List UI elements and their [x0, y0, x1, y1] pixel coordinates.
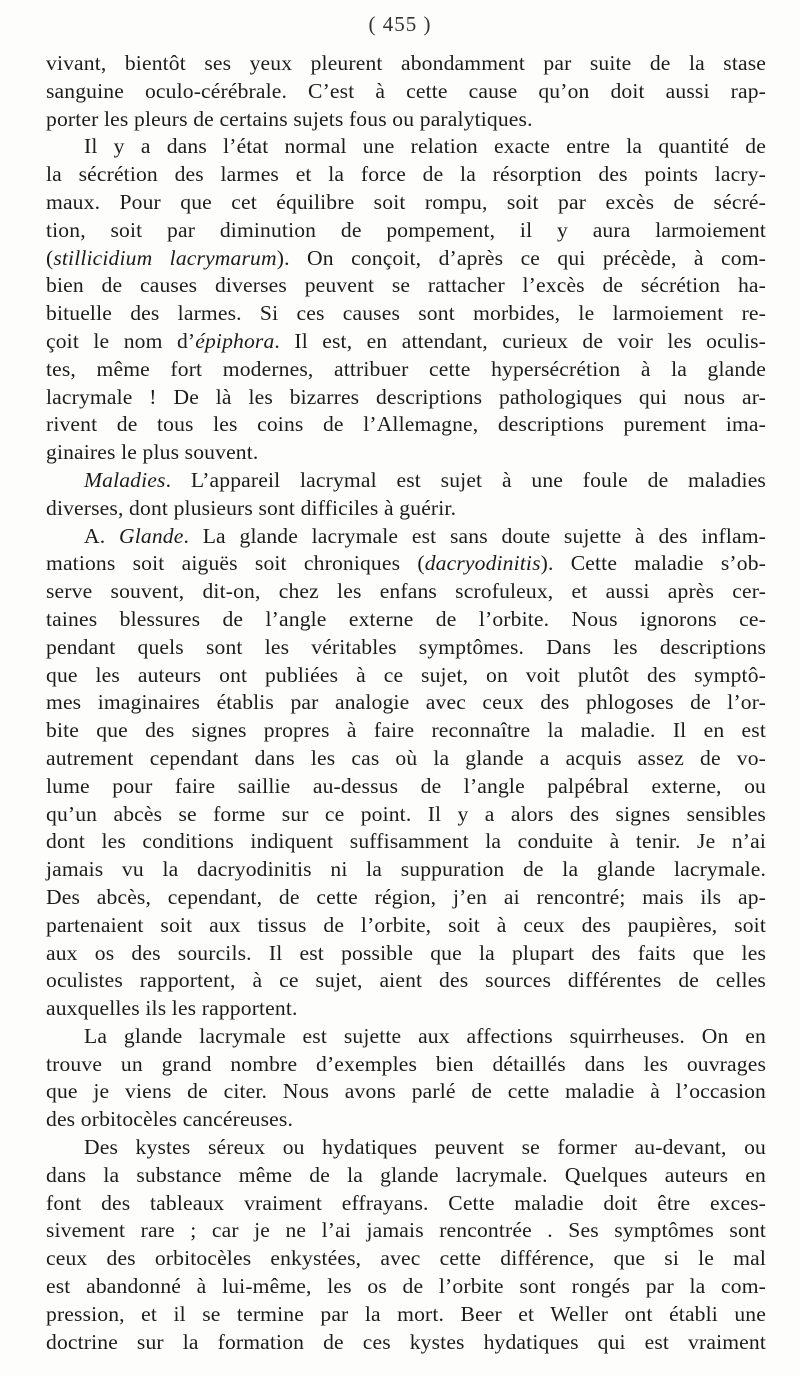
text-line [46, 940, 766, 968]
text-segment: ). Cette maladie s’ob- [540, 551, 766, 576]
text-line [46, 1245, 766, 1273]
italic-text: Maladies [84, 467, 166, 492]
text-segment: rivent de tous les coins de l’Allemagne, descriptions purement ima- [46, 412, 766, 437]
text-segment: vivant, bientôt ses yeux pleurent abondamment par suite de la stase [46, 51, 766, 75]
text-segment: Des kystes séreux ou hydatiques peuvent se former au-devant, ou [84, 1135, 766, 1160]
text-line [46, 884, 766, 912]
text-line [46, 1051, 766, 1079]
text-line [46, 78, 766, 106]
body-text [46, 50, 766, 1356]
text-line [46, 161, 766, 189]
text-segment: font des tableaux vraiment effrayans. Cette maladie doit être exces- [46, 1190, 766, 1215]
text-segment: çoit le nom d’ [46, 328, 196, 353]
text-segment: maux. Pour que cet équilibre soit rompu, soit par excès de sécré- [46, 189, 766, 214]
italic-text: stillicidium lacrymarum [53, 245, 277, 270]
text-segment: dans la substance même de la glande lacrymale. Quelques auteurs en [46, 1162, 766, 1187]
text-segment: que je viens de citer. Nous avons parlé de cette maladie à l’occasion [46, 1079, 766, 1104]
text-segment: diverses, dont plusieurs sont difficiles à guérir. [46, 495, 457, 520]
text-line [46, 1134, 766, 1162]
text-segment: tion, soit par diminution de pompement, il y aura larmoiement [46, 217, 766, 242]
text-segment: jamais vu la dacryodinitis ni la suppuration de la glande lacrymale. [46, 857, 766, 882]
text-line [46, 523, 766, 551]
text-line [46, 689, 766, 717]
text-segment: ceux des orbitocèles enkystées, avec cette différence, que si le mal [46, 1246, 766, 1271]
text-line [46, 272, 766, 300]
text-segment: trouve un grand nombre d’exemples bien détaillés dans les ouvrages [46, 1051, 766, 1076]
text-segment: aux os des sourcils. Il est possible que la plupart des faits que les [46, 940, 766, 965]
text-line [46, 1106, 766, 1134]
text-line [46, 1329, 766, 1357]
text-line [46, 133, 766, 161]
text-line [46, 662, 766, 690]
text-line [46, 189, 766, 217]
text-line [46, 828, 766, 856]
text-segment: mations soit aiguës soit chroniques ( [46, 551, 425, 576]
text-segment: pendant quels sont les véritables symptômes. Dans les descriptions [46, 634, 766, 659]
text-line [46, 1273, 766, 1301]
text-segment: Il y a dans l’état normal une relation exacte entre la quantité de [84, 134, 766, 159]
text-line [46, 1217, 766, 1245]
page-number: ( 455 ) [368, 12, 432, 36]
text-line [46, 1078, 766, 1106]
italic-text: épiphora [195, 328, 275, 353]
text-line [46, 411, 766, 439]
text-line [46, 856, 766, 884]
text-line [46, 495, 766, 523]
text-segment: taines blessures de l’angle externe de l’orbite. Nous ignorons ce- [46, 606, 766, 631]
text-line [46, 1162, 766, 1190]
text-line [46, 384, 766, 412]
text-line [46, 967, 766, 995]
text-segment: pression, et il se termine par la mort. Beer et Weller ont établi une [46, 1301, 766, 1326]
text-segment: lacrymale ! De là les bizarres descriptions pathologiques qui nous ar- [46, 384, 766, 409]
text-segment: que les auteurs ont publiées à ce sujet, on voit plutôt des symptô- [46, 662, 766, 687]
text-segment: auxquelles ils les rapportent. [46, 996, 298, 1021]
text-segment: La glande lacrymale est sujette aux affections squirrheuses. On en [84, 1023, 766, 1048]
text-segment: la sécrétion des larmes et la force de la résorption des points lacry- [46, 162, 766, 187]
text-segment: ( [46, 245, 54, 270]
text-line [46, 634, 766, 662]
text-segment: sivement rare ; car je ne l’ai jamais rencontrée . Ses symptômes sont [46, 1218, 766, 1243]
text-line [46, 467, 766, 495]
italic-text: Glande [119, 523, 184, 548]
text-line [46, 106, 766, 134]
text-segment: tes, même fort modernes, attribuer cette hypersécrétion à la glande [46, 356, 766, 381]
text-segment: Des abcès, cependant, de cette région, j’en ai rencontré; mais ils ap- [46, 884, 766, 909]
text-line [46, 245, 766, 273]
text-segment: partenaient soit aux tissus de l’orbite, soit à ceux des paupières, soit [46, 912, 766, 937]
text-segment: dont les conditions indiquent suffisamment la conduite à tenir. Je n’ai [46, 829, 766, 854]
text-line [46, 439, 766, 467]
text-line [46, 217, 766, 245]
text-segment: doctrine sur la formation de ces kystes hydatiques qui est vraiment [46, 1329, 766, 1354]
text-segment: sanguine oculo-cérébrale. C’est à cette cause qu’on doit aussi rap- [46, 78, 766, 103]
text-segment: autrement cependant dans les cas où la glande a acquis assez de vo- [46, 745, 766, 770]
text-segment: . La glande lacrymale est sans doute sujette à des inflam- [183, 523, 766, 548]
text-segment: . L’appareil lacrymal est sujet à une foule de maladies [165, 467, 766, 492]
text-segment: qu’un abcès se forme sur ce point. Il y a alors des signes sensibles [46, 801, 766, 826]
text-line [46, 773, 766, 801]
text-line [46, 578, 766, 606]
text-line [46, 1023, 766, 1051]
text-segment: . Il est, en attendant, curieux de voir les oculis- [274, 328, 766, 353]
text-segment: porter les pleurs de certains sujets fous ou paralytiques. [46, 106, 533, 131]
text-line [46, 328, 766, 356]
text-segment: est abandonné à lui-même, les os de l’orbite sont rongés par la com- [46, 1274, 766, 1299]
text-segment: A. [84, 523, 119, 548]
text-segment: bituelle des larmes. Si ces causes sont morbides, le larmoiement re- [46, 301, 766, 326]
text-segment: ). On conçoit, d’après ce qui précède, à com- [276, 245, 766, 270]
text-line [46, 550, 766, 578]
text-line [46, 50, 766, 78]
text-line [46, 745, 766, 773]
text-line [46, 912, 766, 940]
text-line [46, 300, 766, 328]
text-line [46, 1190, 766, 1218]
text-segment: lume pour faire saillie au-dessus de l’angle palpébral externe, ou [46, 773, 766, 798]
text-segment: ginaires le plus souvent. [46, 440, 259, 465]
text-line [46, 801, 766, 829]
text-segment: bite que des signes propres à faire reconnaître la maladie. Il en est [46, 718, 766, 743]
text-segment: oculistes rapportent, à ce sujet, aient des sources différentes de celles [46, 968, 766, 993]
text-line [46, 1301, 766, 1329]
text-segment: bien de causes diverses peuvent se rattacher l’excès de sécrétion ha- [46, 273, 766, 298]
text-line [46, 356, 766, 384]
text-line [46, 606, 766, 634]
text-segment: serve souvent, dit-on, chez les enfans scrofuleux, et aussi après cer- [46, 579, 766, 604]
text-line [46, 717, 766, 745]
text-segment: des orbitocèles cancéreuses. [46, 1107, 294, 1132]
text-segment: mes imaginaires établis par analogie avec ceux des phlogoses de l’or- [46, 690, 766, 715]
text-line [46, 995, 766, 1023]
italic-text: dacryodinitis [424, 551, 541, 576]
